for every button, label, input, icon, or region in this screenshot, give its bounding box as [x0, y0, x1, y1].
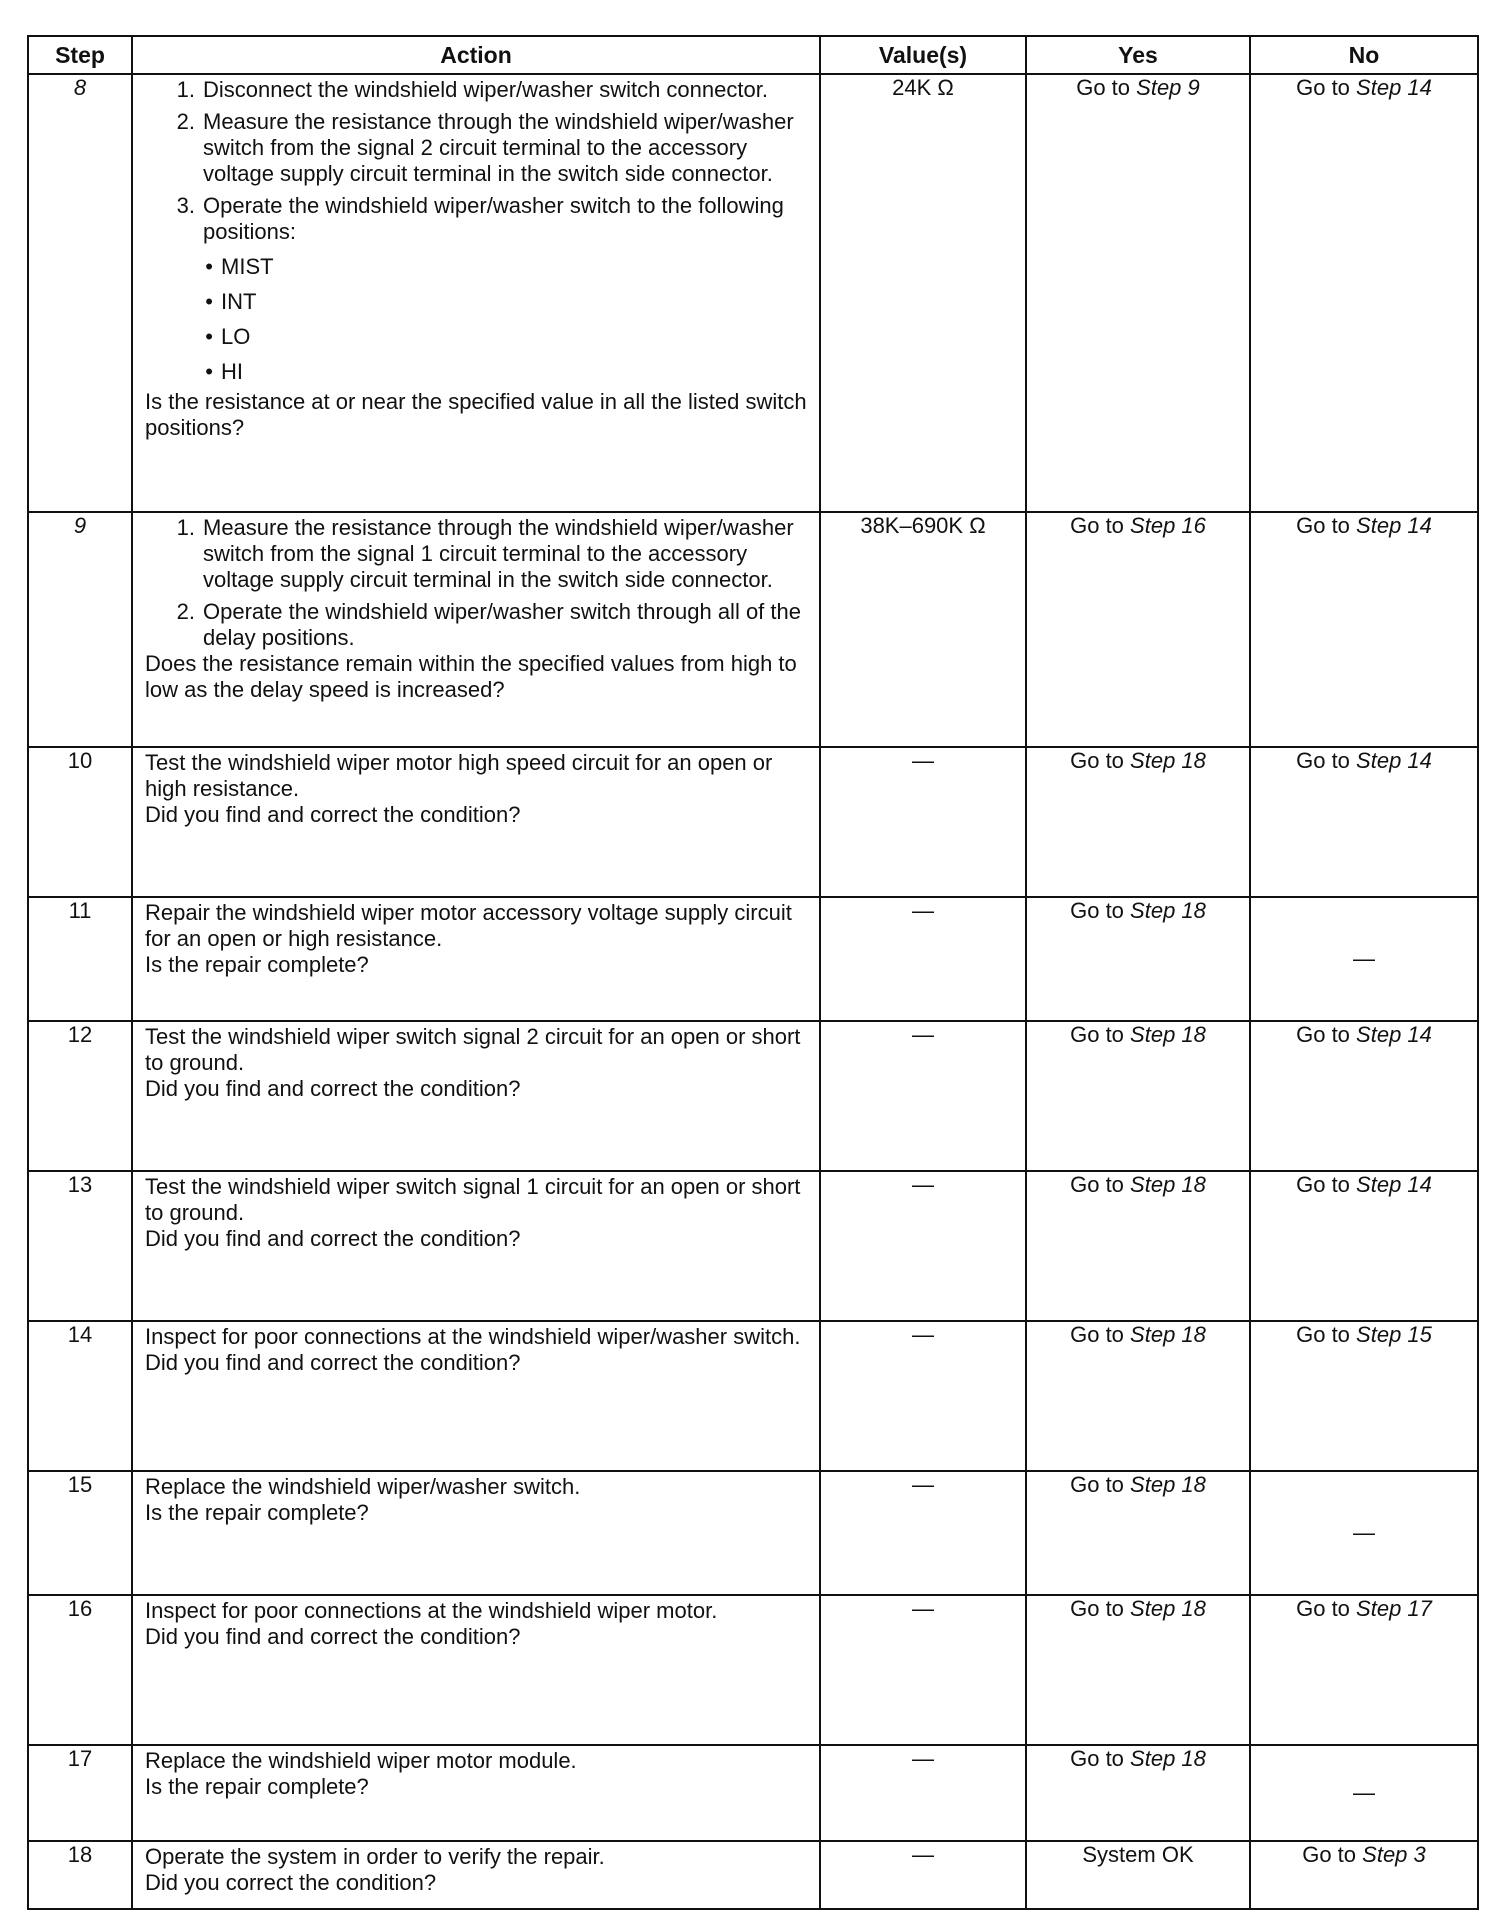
- yes-cell: Go to Step 18: [1026, 1745, 1250, 1841]
- no-cell: Go to Step 3: [1250, 1841, 1478, 1909]
- list-item: • HI: [205, 358, 243, 384]
- action-step: 3. Operate the windshield wiper/washer switch to the following positions:: [176, 193, 784, 244]
- header-no: No: [1250, 36, 1478, 74]
- action-question: Did you find and correct the condition?: [145, 1350, 521, 1375]
- action-text: Inspect for poor connections at the windshield wiper/washer switch.: [145, 1324, 801, 1349]
- step-number: 10: [28, 747, 132, 897]
- action-question: Is the repair complete?: [145, 952, 369, 977]
- action-step: 2. Measure the resistance through the windshield wiper/washer switch from the signal 2 circuit terminal to the accessory voltage supply circuit terminal in the switch side connector.: [176, 109, 794, 186]
- table-row: [28, 1021, 1478, 1171]
- yes-cell: Go to Step 18: [1026, 1471, 1250, 1595]
- header-values: Value(s): [820, 36, 1026, 74]
- header-yes: Yes: [1026, 36, 1250, 74]
- action-text: Repair the windshield wiper motor accessory voltage supply circuit for an open or high resistance.: [145, 900, 792, 951]
- action-steps: [145, 515, 809, 651]
- value-cell: —: [820, 1745, 1026, 1841]
- no-cell: Go to Step 14: [1250, 512, 1478, 747]
- action-text: Replace the windshield wiper motor module.: [145, 1748, 577, 1773]
- value-cell: —: [820, 747, 1026, 897]
- step-number: 8: [28, 74, 132, 512]
- yes-cell: System OK: [1026, 1841, 1250, 1909]
- action-cell: [132, 1841, 820, 1909]
- step-number: 18: [28, 1841, 132, 1909]
- action-cell: [132, 1321, 820, 1471]
- value-cell: 38K–690K Ω: [820, 512, 1026, 747]
- yes-cell: Go to Step 18: [1026, 1171, 1250, 1321]
- action-text: Operate the system in order to verify the repair.: [145, 1844, 605, 1869]
- header-step: Step: [28, 36, 132, 74]
- table-row: [28, 1595, 1478, 1745]
- no-cell: Go to Step 14: [1250, 74, 1478, 512]
- step-number: 16: [28, 1595, 132, 1745]
- table-row: [28, 1841, 1478, 1909]
- value-cell: —: [820, 1595, 1026, 1745]
- table-row: [28, 1171, 1478, 1321]
- step-number: 11: [28, 897, 132, 1021]
- table-row: [28, 512, 1478, 747]
- list-item: • MIST: [205, 253, 274, 279]
- step-number: 12: [28, 1021, 132, 1171]
- action-question: Is the repair complete?: [145, 1500, 369, 1525]
- action-step: 1. Measure the resistance through the windshield wiper/washer switch from the signal 1 circuit terminal to the accessory voltage supply circuit terminal in the switch side connector.: [176, 515, 794, 592]
- action-text: Inspect for poor connections at the windshield wiper motor.: [145, 1598, 718, 1623]
- action-cell: [132, 1021, 820, 1171]
- no-cell: Go to Step 17: [1250, 1595, 1478, 1745]
- header-row: [28, 36, 1478, 74]
- action-cell: [132, 1745, 820, 1841]
- step-number: 15: [28, 1471, 132, 1595]
- action-cell: [132, 1471, 820, 1595]
- no-cell: Go to Step 14: [1250, 747, 1478, 897]
- table-row: [28, 1471, 1478, 1595]
- value-cell: —: [820, 1171, 1026, 1321]
- action-question: Is the resistance at or near the specified value in all the listed switch positions?: [145, 389, 807, 440]
- value-cell: —: [820, 1321, 1026, 1471]
- yes-cell: Go to Step 18: [1026, 1595, 1250, 1745]
- header-action: Action: [132, 36, 820, 74]
- yes-cell: Go to Step 18: [1026, 1321, 1250, 1471]
- action-cell: [132, 1171, 820, 1321]
- table-row: [28, 1321, 1478, 1471]
- value-cell: 24K Ω: [820, 74, 1026, 512]
- action-cell: [132, 747, 820, 897]
- action-cell: [132, 897, 820, 1021]
- yes-cell: Go to Step 16: [1026, 512, 1250, 747]
- action-cell: [132, 74, 820, 512]
- list-item: • LO: [205, 323, 251, 349]
- action-question: Did you find and correct the condition?: [145, 1624, 521, 1649]
- action-question: Does the resistance remain within the specified values from high to low as the delay speed is increased?: [145, 651, 797, 702]
- table-row: [28, 74, 1478, 512]
- action-question: Did you find and correct the condition?: [145, 1076, 521, 1101]
- diagnostic-table: [27, 35, 1479, 1910]
- yes-cell: Go to Step 18: [1026, 1021, 1250, 1171]
- table-row: [28, 747, 1478, 897]
- action-question: Did you correct the condition?: [145, 1870, 437, 1895]
- yes-cell: Go to Step 9: [1026, 74, 1250, 512]
- yes-cell: Go to Step 18: [1026, 897, 1250, 1021]
- action-text: Test the windshield wiper switch signal 1 circuit for an open or short to ground.: [145, 1174, 801, 1225]
- value-cell: —: [820, 1471, 1026, 1595]
- action-text: Replace the windshield wiper/washer switch.: [145, 1474, 581, 1499]
- no-cell: Go to Step 14: [1250, 1171, 1478, 1321]
- action-step: 2. Operate the windshield wiper/washer switch through all of the delay positions.: [176, 599, 801, 650]
- step-number: 17: [28, 1745, 132, 1841]
- no-cell: Go to Step 14: [1250, 1021, 1478, 1171]
- action-question: Did you find and correct the condition?: [145, 1226, 521, 1251]
- no-cell: Go to Step 15: [1250, 1321, 1478, 1471]
- table-row: [28, 1745, 1478, 1841]
- action-text: Test the windshield wiper switch signal 2 circuit for an open or short to ground.: [145, 1024, 801, 1075]
- value-cell: —: [820, 1021, 1026, 1171]
- switch-positions-list: [145, 249, 809, 389]
- step-number: 9: [28, 512, 132, 747]
- yes-cell: Go to Step 18: [1026, 747, 1250, 897]
- action-text: Test the windshield wiper motor high speed circuit for an open or high resistance.: [145, 750, 773, 801]
- no-cell: —: [1250, 1471, 1478, 1595]
- value-cell: —: [820, 1841, 1026, 1909]
- action-cell: [132, 512, 820, 747]
- action-step: 1. Disconnect the windshield wiper/washer switch connector.: [176, 77, 768, 102]
- no-cell: —: [1250, 1745, 1478, 1841]
- value-cell: —: [820, 897, 1026, 1021]
- action-question: Did you find and correct the condition?: [145, 802, 521, 827]
- action-steps: [145, 77, 809, 245]
- step-number: 13: [28, 1171, 132, 1321]
- table-row: [28, 897, 1478, 1021]
- action-cell: [132, 1595, 820, 1745]
- no-cell: —: [1250, 897, 1478, 1021]
- list-item: • INT: [205, 288, 257, 314]
- step-number: 14: [28, 1321, 132, 1471]
- action-question: Is the repair complete?: [145, 1774, 369, 1799]
